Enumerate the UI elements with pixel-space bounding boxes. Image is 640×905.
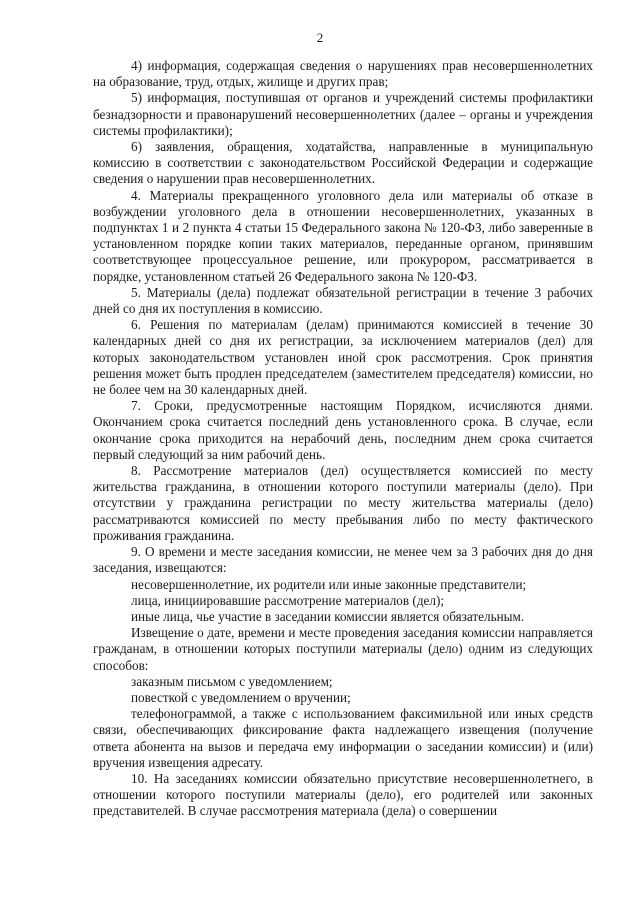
paragraph-notice: Извещение о дате, времени и месте проведения заседания комиссии направляется гражданам, в отношении которых поступили материалы (дело) одним из следующих способов: <box>93 625 593 673</box>
list-item-summons: повесткой с уведомлением о вручении; <box>131 689 351 705</box>
paragraph-item-5: 5) информация, поступившая от органов и учреждений системы профилактики безнадзорности и правонарушений несовершеннолетних (далее – органы и учреждения системы профилактики); <box>93 90 593 138</box>
document-body <box>93 58 593 820</box>
list-item-other-persons: иные лица, чье участие в заседании комиссии является обязательным. <box>131 608 525 624</box>
list-item-initiators: лица, инициировавшие рассмотрение материалов (дел); <box>131 592 445 608</box>
paragraph-clause-5: 5. Материалы (дела) подлежат обязательной регистрации в течение 3 рабочих дней со дня их поступления в комиссию. <box>93 284 593 317</box>
paragraph-clause-7: 7. Сроки, предусмотренные настоящим Порядком, исчисляются днями. Окончанием срока считается последний день установленного срока. В случае, если окончание срока приходится на нерабочий день, последним днем срока считается первый следующий за ним рабочий день. <box>93 398 593 462</box>
page-number: 2 <box>316 30 324 45</box>
paragraph-clause-8: 8. Рассмотрение материалов (дел) осуществляется комиссией по месту жительства гражданина, в отношении которого поступили материалы (дело). При отсутствии у гражданина регистрации по месту жительства материалы (дело) рассматриваются комиссией по месту пребывания либо по месту фактического проживания гражданина. <box>93 463 593 543</box>
list-item-telephone: телефонограммой, а также с использованием факсимильной или иных средств связи, обеспечивающих фиксирование факта надлежащего извещения (получение ответа абонента на вызов и передача ему информации о заседании комиссии) и (или) вручения извещения адресату. <box>93 706 593 770</box>
paragraph-item-4: 4) информация, содержащая сведения о нарушениях прав несовершеннолетних на образование, труд, отдых, жилище и других прав; <box>93 58 593 90</box>
paragraph-clause-10: 10. На заседаниях комиссии обязательно присутствие несовершеннолетнего, в отношении которого поступили материалы (дело), его родителей или законных представителей. В случае рассмотрения материала (дела) о совершении <box>93 770 593 819</box>
paragraph-clause-9: 9. О времени и месте заседания комиссии, не менее чем за 3 рабочих дня до дня заседания, извещаются: <box>93 544 593 576</box>
paragraph-clause-6: 6. Решения по материалам (делам) принимаются комиссией в течение 30 календарных дней со дня их регистрации, за исключением материалов (дел) для которых законодательством установлен иной срок рассмотрения. Срок принятия решения может быть продлен председателем (заместителем председателя) комиссии, но не более чем на 30 календарных дней. <box>93 317 593 398</box>
list-item-minors: несовершеннолетние, их родители или иные законные представители; <box>131 576 527 592</box>
paragraph-clause-4: 4. Материалы прекращенного уголовного дела или материалы об отказе в возбуждении уголовного дела в отношении несовершеннолетних, указанных в подпунктах 1 и 2 пункта 4 статьи 15 Федерального закона № 120-ФЗ, либо заверенные в установленном порядке копии таких материалов, переданные органом, принявшим соответствующее процессуальное решение, или прокурором, рассматривается в порядке, установленном статьей 26 Федерального закона № 120-ФЗ. <box>93 187 593 284</box>
paragraph-item-6: 6) заявления, обращения, ходатайства, направленные в муниципальную комиссию в соответствии с законодательством Российской Федерации и содержащие сведения о нарушении прав несовершеннолетних. <box>93 139 593 187</box>
list-item-registered-letter: заказным письмом с уведомлением; <box>131 673 333 689</box>
